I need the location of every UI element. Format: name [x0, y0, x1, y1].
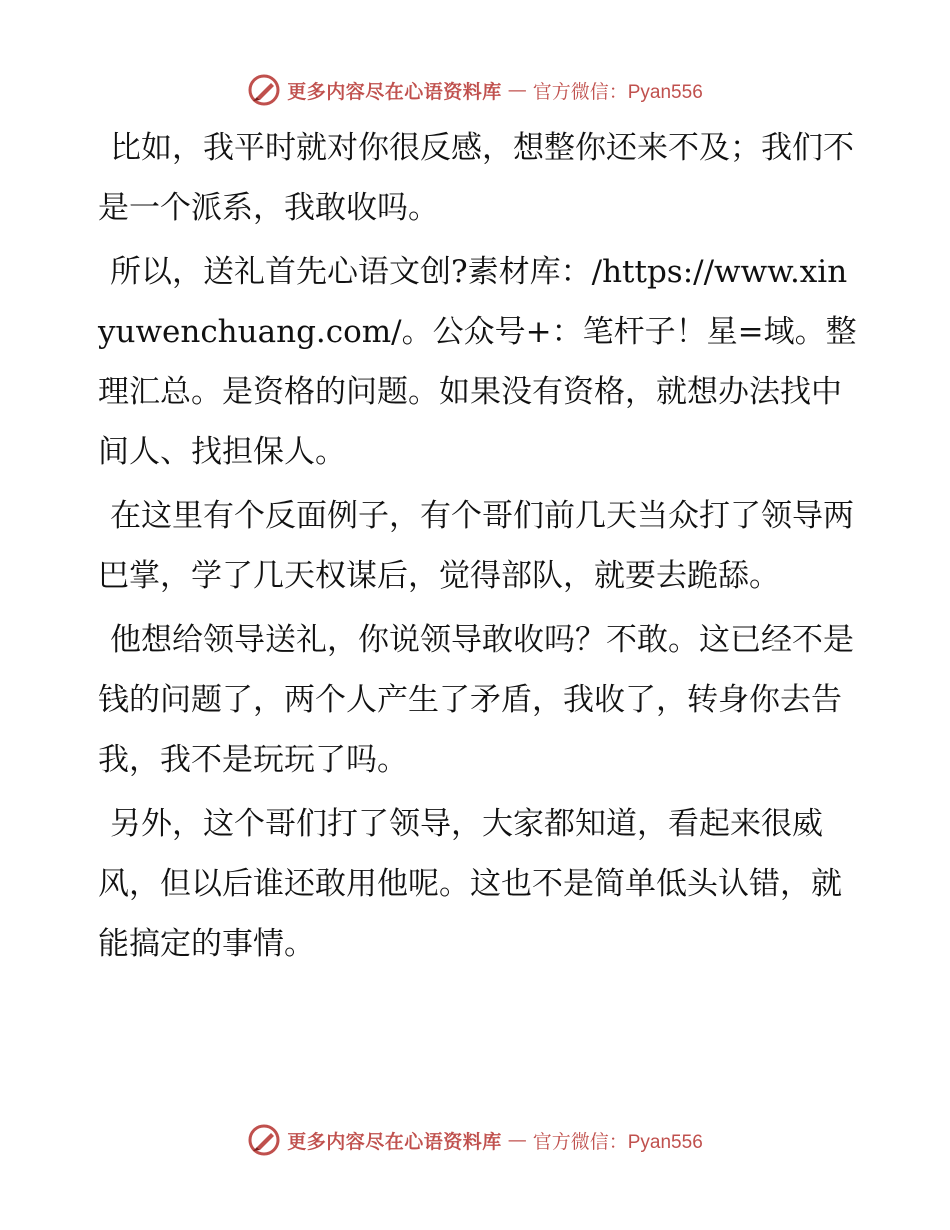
paragraph-1: 比如，我平时就对你很反感，想整你还来不及；我们不是一个派系，我敢收吗。 [98, 130, 854, 226]
pen-logo-icon [247, 73, 281, 107]
header-banner-main: 更多内容尽在心语资料库 [287, 80, 502, 103]
header-banner-tail: 官方微信：Pyan556 [532, 81, 703, 103]
footer-banner [0, 1120, 950, 1160]
footer-banner-tail: 官方微信：Pyan556 [532, 1131, 703, 1153]
pen-logo-icon [247, 1123, 281, 1157]
paragraph-4: 他想给领导送礼，你说领导敢收吗？不敢。这已经不是钱的问题了，两个人产生了矛盾，我收了，转身你去告我，我不是玩玩了吗。 [98, 622, 854, 778]
footer-banner-dash: — [507, 1129, 527, 1151]
footer-banner-main: 更多内容尽在心语资料库 [287, 1130, 502, 1153]
header-banner-dash: — [507, 79, 527, 101]
paragraph-2: 所以，送礼首先心语文创?素材库：/https://www.xinyuwenchuang.com/。公众号+：笔杆子！星=域。整理汇总。是资格的问题。如果没有资格，就想办法找中间人、找担保人。 [98, 254, 857, 470]
paragraph-5: 另外，这个哥们打了领导，大家都知道，看起来很威风，但以后谁还敢用他呢。这也不是简单低头认错，就能搞定的事情。 [98, 806, 842, 962]
paragraph-3: 在这里有个反面例子，有个哥们前几天当众打了领导两巴掌，学了几天权谋后，觉得部队，就要去跪舔。 [98, 498, 854, 594]
document-body [98, 118, 858, 974]
header-banner [0, 70, 950, 110]
